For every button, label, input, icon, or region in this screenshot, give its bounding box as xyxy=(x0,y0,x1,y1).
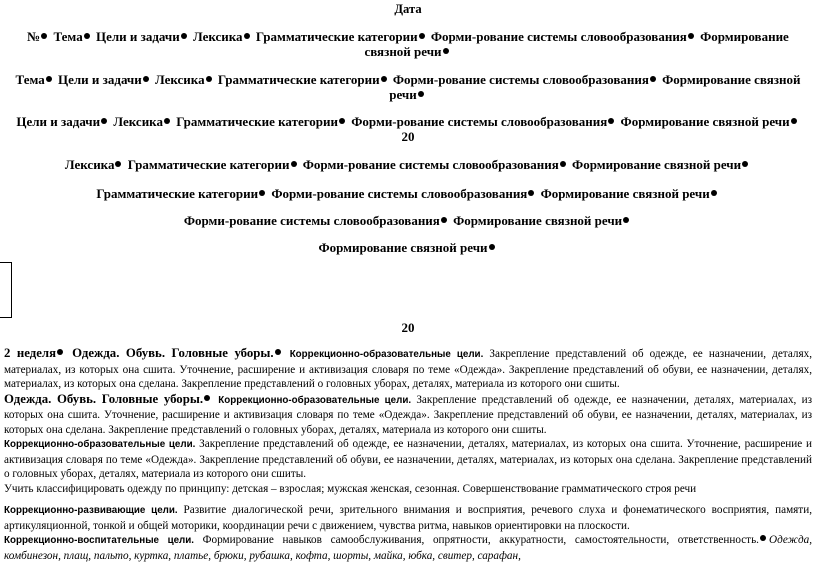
week-topic-repeat: Одежда. Обувь. Головные уборы. xyxy=(4,391,204,406)
bullet-icon xyxy=(760,535,766,541)
bullet-icon xyxy=(650,76,656,82)
vocab-list: Одежда, комбинезон, плащ, пальто, куртка, платье, брюки, рубашка, кофта, шорты, майка, юбка, свитер, сарафан, xyxy=(4,534,813,562)
corr-edu-label-2: Коррекционно-образовательные цели. xyxy=(218,394,412,406)
corr-dev-text: Развитие диалогической речи, зрительного внимания и восприятия, речевого слуха и фонематического восприятия, памяти, артикуляционной, тонкой и общей моторики, координации речи с движением, чувства ритма, навыков ориентировки на плоскости. xyxy=(4,504,812,532)
date-heading: Дата xyxy=(394,2,422,16)
header-row-3: Цели и задачи Лексика Грамматические категории Форми-рование системы словообразования Формирование связной речи 20 xyxy=(0,114,816,144)
bullet-icon xyxy=(206,76,212,82)
corr-edu-label-3: Коррекционно-образовательные цели. xyxy=(4,439,196,450)
goal-text-1: Закрепление представлений об одежде, ее назначении, деталях, материалах, из которых она сшита. Уточнение, расширение и активизация словаря по теме «Одежда». Закрепление представлений об обуви, ее назначении, деталях, материалах, из которых она сделана. Закрепление представлений о головных уборах, деталях, материала из которого они сшиты. xyxy=(4,348,812,390)
bullet-icon xyxy=(791,118,797,124)
bullet-icon xyxy=(608,118,614,124)
corr-dev-label: Коррекционно-развивающие цели. xyxy=(4,505,178,516)
bullet-icon xyxy=(143,76,149,82)
bullet-icon xyxy=(101,118,107,124)
bullet-icon xyxy=(443,48,449,54)
week-label: 2 неделя xyxy=(4,346,57,360)
bullet-icon xyxy=(560,161,566,167)
bullet-icon xyxy=(291,161,297,167)
header-row-5: Грамматические категории Форми-рование системы словообразования Формирование связной речи xyxy=(0,186,816,201)
number-20: 20 xyxy=(401,320,415,335)
bullet-icon xyxy=(275,349,281,355)
bullet-icon xyxy=(419,33,425,39)
bullet-icon xyxy=(57,349,63,355)
goal-text-2: Закрепление представлений об одежде, ее назначении, деталях, материалах, из которых она сшита. Уточнение, расширение и активизация словаря по теме «Одежда». Закрепление представлений об обуви, ее назначении, деталях, материалах, из которых она сделана. Закрепление представлений о головных уборах, деталях, материала из которого они сшиты. xyxy=(4,393,813,436)
bullet-icon xyxy=(115,161,121,167)
bullet-icon xyxy=(418,91,424,97)
bullet-icon xyxy=(623,217,629,223)
bullet-icon xyxy=(259,190,265,196)
bullet-icon xyxy=(688,33,694,39)
bullet-icon xyxy=(528,190,534,196)
corr-vos-text: Формирование навыков самообслуживания, опрятности, аккуратности, самостоятельности, ответственность. xyxy=(202,534,759,546)
header-row-4: Лексика Грамматические категории Форми-рование системы словообразования Формирование связной речи xyxy=(0,157,816,172)
bullet-icon xyxy=(164,118,170,124)
bullet-icon xyxy=(244,33,250,39)
header-row-6: Форми-рование системы словообразования Формирование связной речи xyxy=(0,213,816,228)
bullet-icon xyxy=(441,217,447,223)
week-topic: Одежда. Обувь. Головные уборы. xyxy=(72,346,274,360)
bullet-icon xyxy=(742,161,748,167)
bullet-icon xyxy=(381,76,387,82)
bullet-icon xyxy=(711,190,717,196)
header-row-7: Формирование связной речи xyxy=(0,240,816,255)
corr-vos-label: Коррекционно-воспитательные цели. xyxy=(4,535,195,546)
bullet-icon xyxy=(489,244,495,250)
dev-goals-text xyxy=(4,503,812,563)
table-cell-border xyxy=(0,262,12,318)
header-row-1: № Тема Цели и задачи Лексика Грамматические категории Форми-рование системы словообразования Формирование связной речи xyxy=(27,29,789,59)
bullet-icon xyxy=(84,33,90,39)
bullet-icon xyxy=(204,395,210,401)
goal-text-3: Закрепление представлений об одежде, ее назначении, деталях, материалах, из которых она сшита. Уточнение, расширение и активизация словаря по теме «Одежда». Закрепление представлений об обуви, ее назначении, деталях, материалах, из которых она сделана. Закрепление представлений о головных уборах, деталях, материала из которого они сшиты. xyxy=(4,438,813,480)
bullet-icon xyxy=(46,76,52,82)
bullet-icon xyxy=(41,33,47,39)
corr-edu-label: Коррекционно-образовательные цели. xyxy=(289,349,484,360)
bullet-icon xyxy=(181,33,187,39)
week-plan-text xyxy=(4,346,812,496)
bullet-icon xyxy=(339,118,345,124)
classify-text: Учить классифицировать одежду по принципу: детская – взрослая; мужская женская, сезонная. Совершенствование грамматического строя речи xyxy=(4,482,697,495)
header-row-2: Тема Цели и задачи Лексика Грамматические категории Форми-рование системы словообразования Формирование связной речи xyxy=(15,72,801,102)
